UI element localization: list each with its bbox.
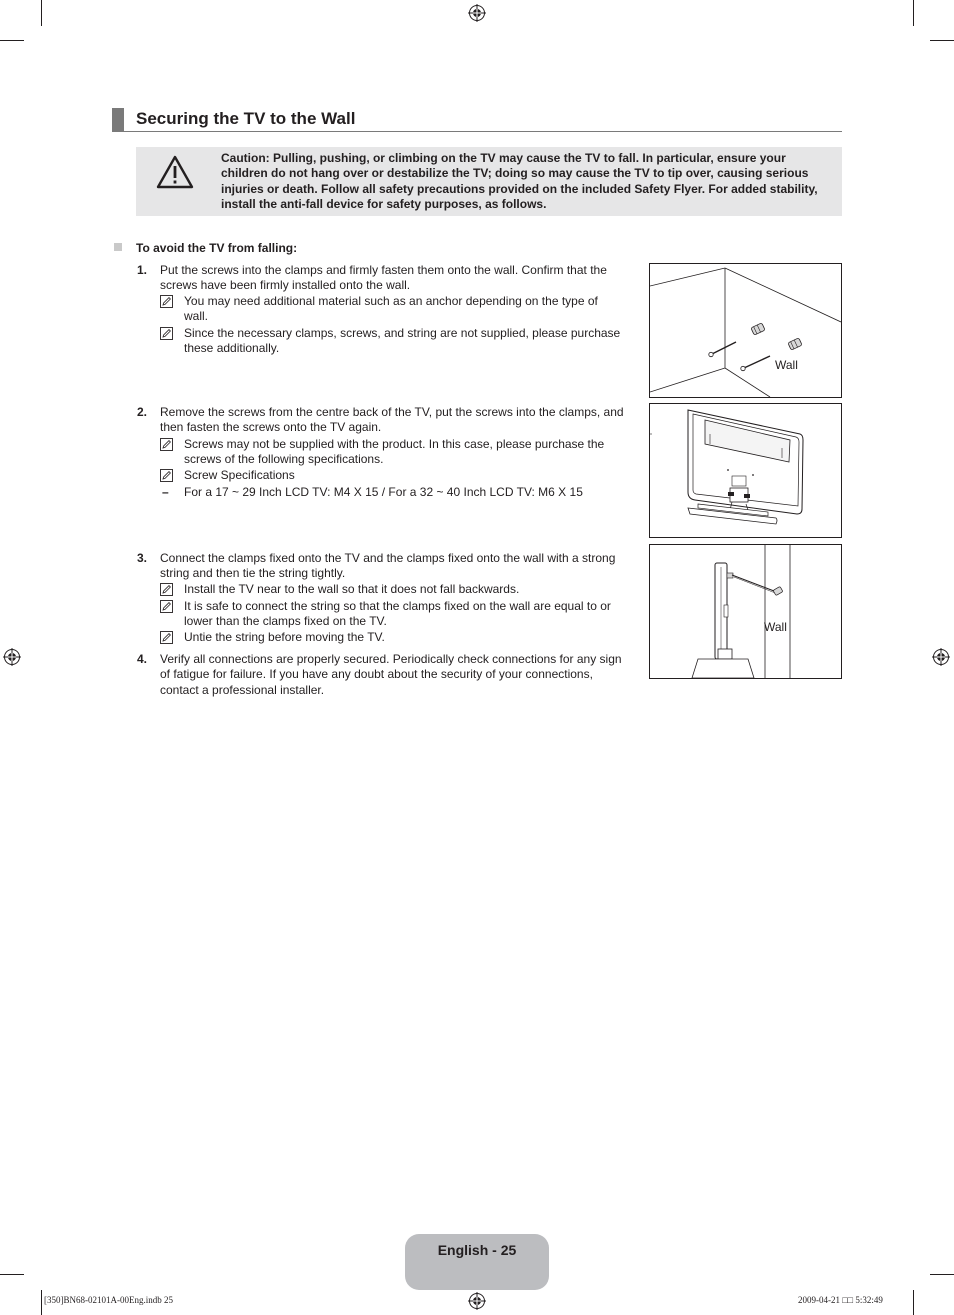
square-bullet-icon xyxy=(114,243,122,251)
crop-mark xyxy=(41,0,42,26)
spec-text: For a 17 ~ 29 Inch LCD TV: M4 X 15 / For a 32 ~ 40 Inch LCD TV: M6 X 15 xyxy=(184,485,583,499)
step-text: Connect the clamps fixed onto the TV and the clamps fixed onto the wall with a strong string and then tie the string tightly. xyxy=(160,551,616,581)
note-icon xyxy=(160,438,173,451)
note-icon xyxy=(160,469,173,482)
figure-wall-clamps xyxy=(649,263,842,398)
registration-mark-icon xyxy=(3,648,21,666)
crop-mark xyxy=(930,1274,954,1275)
note-text: Screws may not be supplied with the product. In this case, please purchase the screws of the following specifications. xyxy=(184,437,605,466)
registration-mark-icon xyxy=(932,648,950,666)
caution-text: Caution: Pulling, pushing, or climbing on the TV may cause the TV to fall. In particular, ensure your children do not hang over or destabilize the TV; doing so may cause the TV to tip over, causing serious injuries or death. Follow all safety precautions provided on the included Safety Flyer. For added stability, install the anti-fall device for safety purposes, as follows. xyxy=(221,151,818,212)
figure-tv-back xyxy=(649,403,842,538)
figure-tv-string-wall xyxy=(649,544,842,679)
spec-dash: – xyxy=(162,485,169,499)
step-text: Put the screws into the clamps and firmly fasten them onto the wall. Confirm that the screws have been firmly installed onto the wall. xyxy=(160,263,607,293)
note-icon xyxy=(160,295,173,308)
print-slug-file: [350]BN68-02101A-00Eng.indb 25 xyxy=(44,1295,173,1305)
note-icon xyxy=(160,583,173,596)
note-icon xyxy=(160,631,173,644)
title-marker xyxy=(112,108,124,132)
subheading: To avoid the TV from falling: xyxy=(136,241,298,255)
crop-mark xyxy=(913,0,914,26)
note-text: It is safe to connect the string so that the clamps fixed on the wall are equal to or lower than the clamps fixed on the TV. xyxy=(184,599,611,628)
crop-mark xyxy=(0,40,24,41)
note-text: You may need additional material such as an anchor depending on the type of wall. xyxy=(184,294,598,323)
note-text: Install the TV near to the wall so that it does not fall backwards. xyxy=(184,582,520,596)
print-slug-date: 2009-04-21 □□ 5:32:49 xyxy=(798,1295,883,1305)
registration-mark-icon xyxy=(468,1292,486,1310)
page-title: Securing the TV to the Wall xyxy=(136,109,356,128)
registration-mark-icon xyxy=(468,4,486,22)
step-number: 2. xyxy=(137,405,148,419)
crop-mark xyxy=(930,40,954,41)
note-text: Untie the string before moving the TV. xyxy=(184,630,385,644)
note-icon xyxy=(160,600,173,613)
crop-mark xyxy=(913,1290,914,1315)
note-text: Since the necessary clamps, screws, and string are not supplied, please purchase these additionally. xyxy=(184,326,621,355)
wall-label: Wall xyxy=(764,620,787,634)
wall-label: Wall xyxy=(775,358,798,372)
page-number: English - 25 xyxy=(437,1242,517,1258)
note-text: Screw Specifications xyxy=(184,468,295,482)
step-text: Verify all connections are properly secured. Periodically check connections for any sign of fatigue for failure. If you have any doubt about the security of your connections, contact a professional installer. xyxy=(160,652,622,697)
step-number: 4. xyxy=(137,652,148,666)
note-icon xyxy=(160,327,173,340)
step-number: 3. xyxy=(137,551,148,565)
crop-mark xyxy=(0,1274,24,1275)
title-rule xyxy=(112,131,842,132)
step-text: Remove the screws from the centre back of the TV, put the screws into the clamps, and then fasten the screws onto the TV again. xyxy=(160,405,624,435)
warning-triangle-icon xyxy=(156,155,194,189)
crop-mark xyxy=(41,1290,42,1315)
step-number: 1. xyxy=(137,263,148,277)
